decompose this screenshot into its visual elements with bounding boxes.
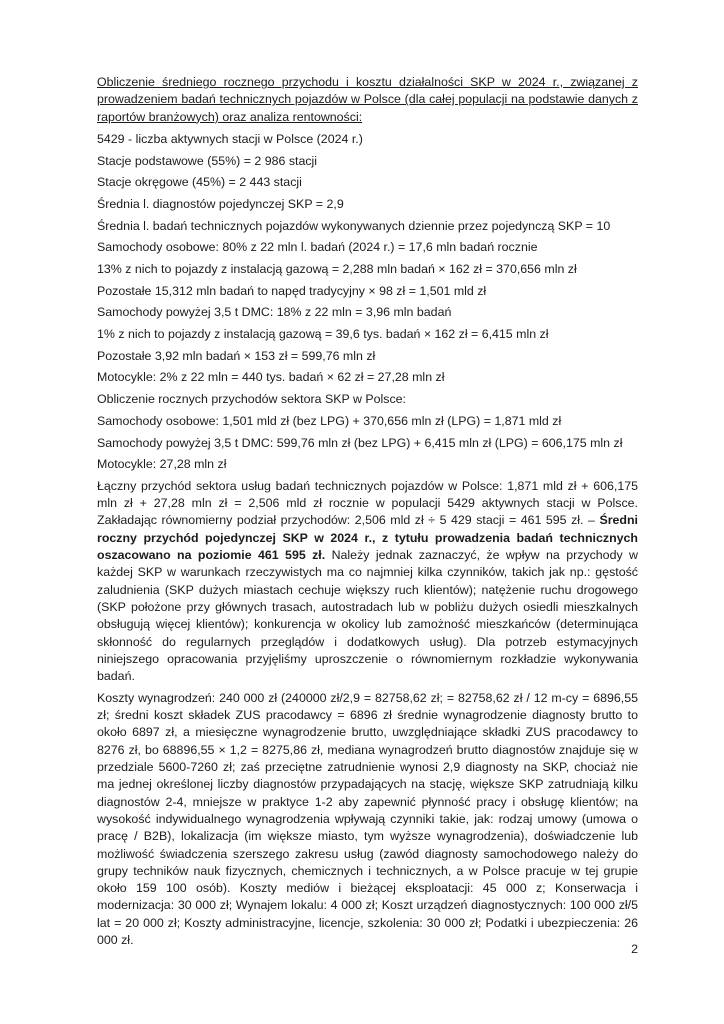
text-line-trucks: Samochody powyżej 3,5 t DMC: 18% z 22 mln = 3,96 mln badań [97, 305, 452, 320]
revenue-paragraph [97, 478, 638, 686]
revenue-paragraph-part2: Należy jednak zaznaczyć, że wpływ na przychody w każdej SKP w warunkach rzeczywistych ma co najmniej kilka czynników, takich jak np.: gęstość zaludnienia (SKP dużych miastach cechuje większy ruch klientów); natężenie ruchu drogowego (SKP położone przy głównych trasach, autostradach lub w pobliżu dużych osiedli mieszkalnych obsługują więcej klientów); konkurencja w okolicy lub zamożność mieszkańców (determinująca skłonność do regularnych przeglądów i dodatkowych usług). Dla potrzeb estymacyjnych niniejszego opracowania przyjęliśmy uproszczenie o równomiernym rozkładzie wykonywania badań. [97, 548, 638, 684]
text-line-district-stations: Stacje okręgowe (45%) = 2 443 stacji [97, 175, 302, 190]
text-line-stations-count: 5429 - liczba aktywnych stacji w Polsce (2024 r.) [97, 131, 363, 146]
text-line-revenue-trucks: Samochody powyżej 3,5 t DMC: 599,76 mln zł (bez LPG) + 6,415 mln zł (LPG) = 606,175 mln zł [97, 435, 623, 450]
text-line-revenue-calc-header: Obliczenie rocznych przychodów sektora SKP w Polsce: [97, 392, 406, 407]
document-heading: Obliczenie średniego rocznego przychodu i kosztu działalności SKP w 2024 r., związanej z prowadzeniem badań technicznych pojazdów w Polsce (dla całej populacji na podstawie danych z raportów branżowych) oraz analiza rentowności: [97, 75, 638, 124]
text-line-trucks-lpg: 1% z nich to pojazdy z instalacją gazową = 39,6 tys. badań × 162 zł = 6,415 mln zł [97, 327, 549, 342]
text-line-basic-stations: Stacje podstawowe (55%) = 2 986 stacji [97, 153, 318, 168]
text-line-avg-diagnosticians: Średnia l. diagnostów pojedynczej SKP = 2,9 [97, 196, 344, 211]
text-line-traditional-drive: Pozostałe 15,312 mln badań to napęd tradycyjny × 98 zł = 1,501 mld zł [97, 283, 487, 298]
text-line-trucks-rest: Pozostałe 3,92 mln badań × 153 zł = 599,76 mln zł [97, 348, 376, 363]
page-number: 2 [631, 942, 638, 956]
document-content [97, 74, 638, 954]
revenue-paragraph-part1: Łączny przychód sektora usług badań technicznych pojazdów w Polsce: 1,871 mld zł + 606,175 mln zł + 27,28 mln zł = 2,506 mld zł rocznie w populacji 5429 aktywnych stacji w Polsce. Zakładając równomierny podział przychodów: 2,506 mld zł ÷ 5 429 stacji = 461 595 zł. – [97, 478, 638, 528]
text-line-revenue-cars: Samochody osobowe: 1,501 mld zł (bez LPG) + 370,656 mln zł (LPG) = 1,871 mld zł [97, 413, 562, 428]
text-line-revenue-motorcycles: Motocykle: 27,28 mln zł [97, 457, 227, 472]
revenue-paragraph-bold: Średni roczny przychód pojedynczej SKP w 2024 r., z tytułu prowadzenia badań technicznych oszacowano na poziomie 461 595 zł. [97, 513, 638, 563]
text-line-avg-daily-inspections: Średnia l. badań technicznych pojazdów wykonywanych dziennie przez pojedynczą SKP = 10 [97, 218, 611, 233]
text-line-passenger-cars: Samochody osobowe: 80% z 22 mln l. badań (2024 r.) = 17,6 mln badań rocznie [97, 240, 538, 255]
costs-paragraph: Koszty wynagrodzeń: 240 000 zł (240000 zł/2,9 = 82758,62 zł; = 82758,62 zł / 12 m-cy = 6896,55 zł; średni koszt składek ZUS pracodawcy = 6896 zł średnie wynagrodzenie diagnosty brutto to około 6897 zł, a miesięczne wynagrodzenie brutto, uwzględniające składki ZUS pracodawcy to 8276 zł, bo 68896,55 × 1,2 = 8275,86 zł, mediana wynagrodzeń brutto diagnostów znajduje się w przedziale 5600-7260 zł; zaś przeciętne zatrudnienie wynosi 2,9 diagnosty na SKP, chociaż nie ma jednej określonej liczby diagnostów przypadających na stację, większe SKP zatrudniają kilku diagnostów 2-4, mniejsze w praktyce 1-2 aby zapewnić płynność pracy i obsługę klientów; na wysokość indywidualnego wynagrodzenia wpływają czynniki takie, jak: rodzaj umowy (umowa o pracę / B2B), lokalizacja (im większe miasto, tym wyższe wynagrodzenia), doświadczenie lub możliwość świadczenia szerszego zakresu usług (zawód diagnosty samochodowego należy do grupy techników nauk fizycznych, chemicznych i technicznych, a w Polsce pracuje w tej grupie około 159 100 osób). Koszty mediów i bieżącej eksploatacji: 45 000 z; Konserwacja i modernizacja: 30 000 zł; Wynajem lokalu: 4 000 zł; Koszt urządzeń diagnostycznych: 100 000 zł/5 lat = 20 000 zł; Koszty administracyjne, licencje, szkolenia: 30 000 zł; Podatki i ubezpieczenia: 26 000 zł. [97, 690, 638, 947]
text-line-lpg-cars: 13% z nich to pojazdy z instalacją gazową = 2,288 mln badań × 162 zł = 370,656 mln zł [97, 262, 577, 277]
text-line-motorcycles: Motocykle: 2% z 22 mln = 440 tys. badań × 62 zł = 27,28 mln zł [97, 370, 445, 385]
